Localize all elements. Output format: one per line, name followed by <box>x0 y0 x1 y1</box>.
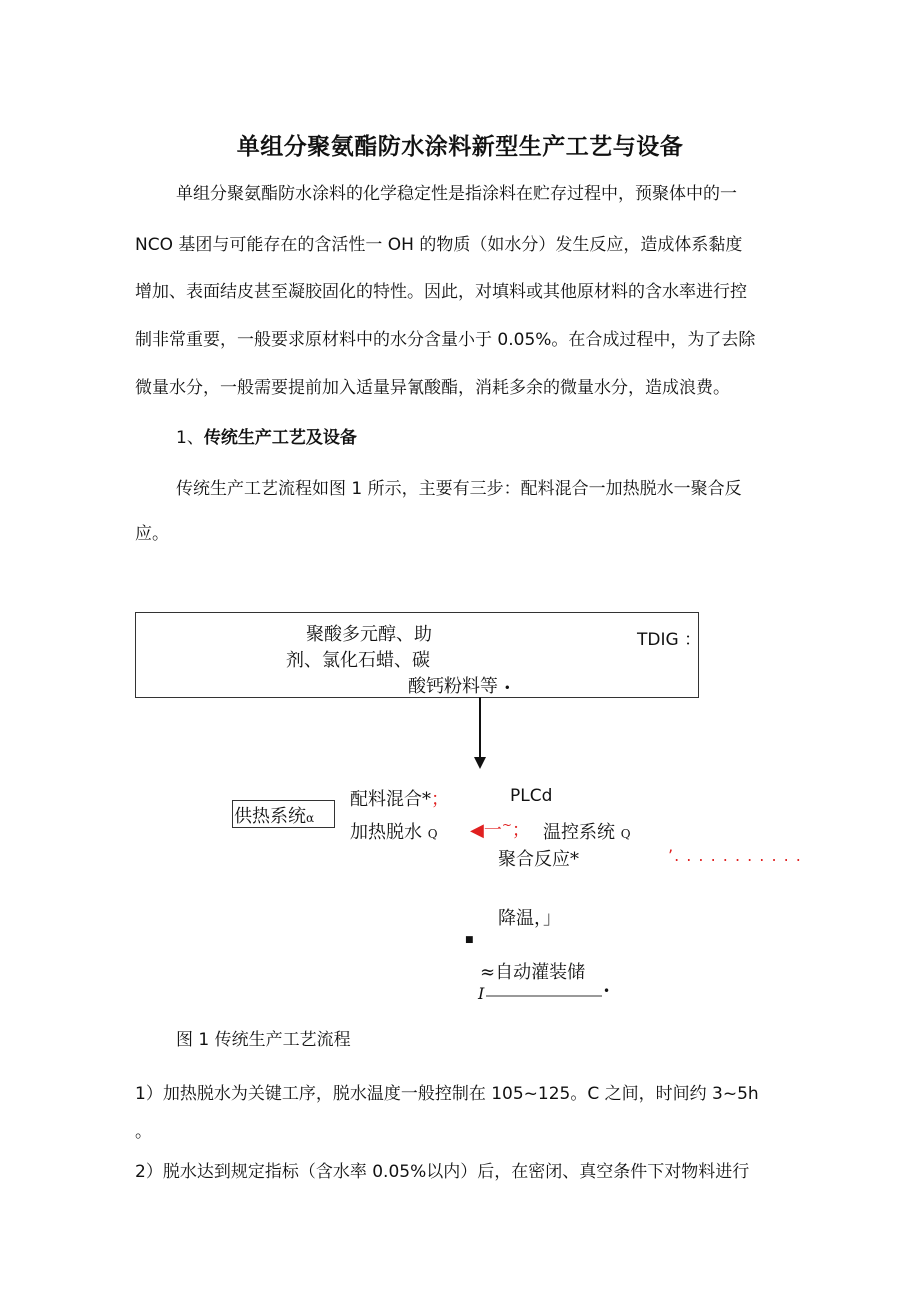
dehydrate-step <box>350 818 438 844</box>
polymer-step: 聚合反应* <box>498 849 579 870</box>
note-2: 2）脱水达到规定指标（含水率 0.05%以内）后，在密闭、真空条件下对物料进行 <box>135 1162 750 1182</box>
mix-red-mark: ； <box>431 789 449 810</box>
square-mark: ■ <box>465 935 474 945</box>
temp-control <box>543 818 631 844</box>
dehydrate-mark: Q <box>427 827 438 841</box>
flow-intro-line-2: 应。 <box>135 524 169 544</box>
intro-line-4: 制非常重要，一般要求原材料中的水分含量小于 0.05%。在合成过程中，为了去除 <box>135 330 756 350</box>
dehydrate-label: 加热脱水 <box>350 822 422 843</box>
bottom-underline <box>486 994 604 998</box>
materials-line-3 <box>408 672 511 698</box>
plc-label: PLCd <box>510 786 553 806</box>
note-1: 1）加热脱水为关键工序，脱水温度一般控制在 105~125。C 之间，时间约 3~5h <box>135 1084 759 1104</box>
intro-line-3: 增加、表面结皮甚至凝胶固化的特性。因此，对填料或其他原材料的含水率进行控 <box>135 282 747 302</box>
materials-line-3-text: 酸钙粉料等 <box>408 676 498 697</box>
section-heading-number: 1、 <box>176 428 204 448</box>
bottom-i-mark: I <box>478 984 485 1003</box>
red-dotted-line: ’. . . . . . . . . . . <box>668 846 802 865</box>
materials-line-1: 聚酸多元醇、助 <box>306 624 432 645</box>
red-semicolon: ； <box>511 820 530 841</box>
mix-step <box>350 785 449 811</box>
figure-caption: 图 1 传统生产工艺流程 <box>176 1030 351 1050</box>
heat-system-label <box>234 802 314 828</box>
temp-control-label: 温控系统 <box>543 822 615 843</box>
cooling-step: 降温，」 <box>498 908 561 929</box>
red-arrow-left <box>470 816 530 842</box>
section-heading-text: 传统生产工艺及设备 <box>203 428 357 448</box>
red-tilde: ~ <box>501 818 512 832</box>
down-arrow-head <box>474 757 486 769</box>
note-1-continuation: 。 <box>135 1122 152 1142</box>
section-heading <box>176 426 357 450</box>
flow-intro-line-1: 传统生产工艺流程如图 1 所示，主要有三步：配料混合一加热脱水一聚合反 <box>176 479 742 499</box>
bottom-dot: • <box>603 984 611 998</box>
materials-mark: • <box>503 681 511 695</box>
auto-fill-step: ≈自动灌装储 <box>480 962 586 983</box>
intro-line-1: 单组分聚氨酯防水涂料的化学稳定性是指涂料在贮存过程中，预聚体中的一 <box>176 184 737 204</box>
materials-line-2: 剂、氯化石蜡、碳 <box>286 650 430 671</box>
red-arrow-text: ◀一 <box>470 820 502 841</box>
down-arrow <box>470 697 494 771</box>
mix-label: 配料混合* <box>350 789 431 810</box>
heat-system-mark: α <box>306 811 315 825</box>
heat-system-text: 供热系统 <box>234 806 306 827</box>
document-title: 单组分聚氨酯防水涂料新型生产工艺与设备 <box>236 134 684 160</box>
tdi-label: TDIG ： <box>637 630 702 650</box>
intro-line-2: NCO 基团与可能存在的含活性一 OH 的物质（如水分）发生反应，造成体系黏度 <box>135 235 743 255</box>
temp-control-mark: Q <box>620 827 631 841</box>
intro-line-5: 微量水分，一般需要提前加入适量异氰酸酯，消耗多余的微量水分，造成浪费。 <box>135 378 730 398</box>
